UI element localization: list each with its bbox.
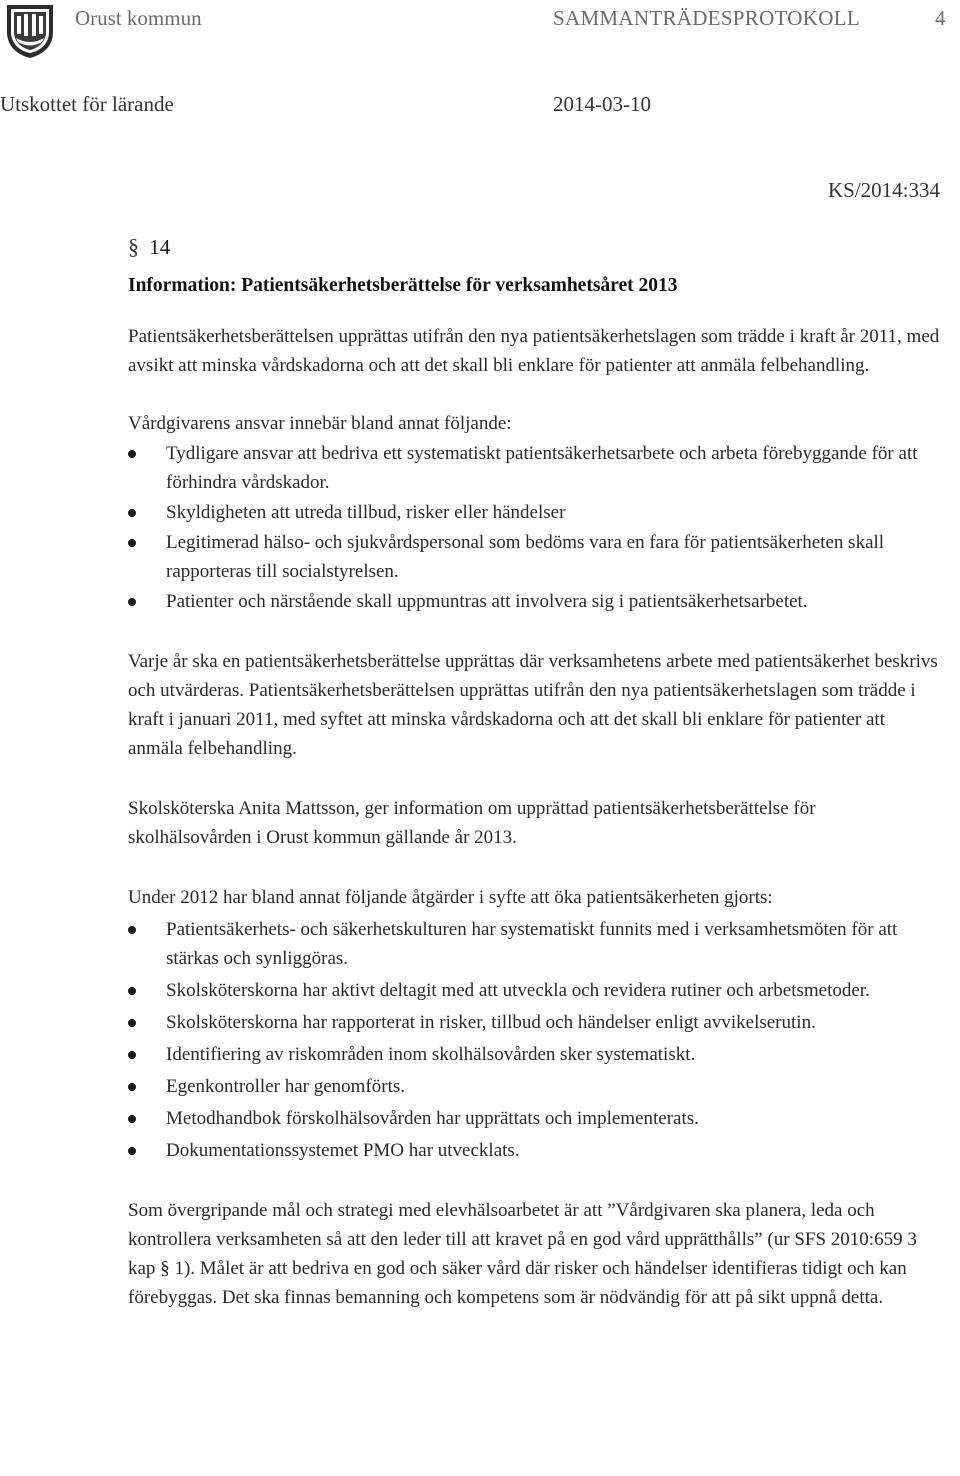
- coat-of-arms-icon: [4, 2, 56, 60]
- list-item-text: Skyldigheten att utreda tillbud, risker eller händelser: [166, 502, 566, 523]
- bullet-icon: [128, 509, 136, 517]
- annual-report-paragraph: Varje år ska en patientsäkerhetsberättelse upprättas där verksamhetens arbete med patientsäkerhet beskrivs och utvärderas. Patientsäkerhetsberättelsen upprättas utifrån den nya patientsäkerhetslagen som trädde i kraft i januari 2011, med syftet att minska vårdskadorna och att det skall bli enklare för patienter att anmäla felbehandling.: [128, 651, 938, 759]
- goal-paragraph: [128, 1196, 940, 1312]
- bullet-icon: [128, 1051, 136, 1059]
- section-mark: §: [128, 234, 139, 259]
- list-item-text: Tydligare ansvar att bedriva ett systematiskt patientsäkerhetsarbete och arbeta förebyggande för att förhindra vårdskador.: [166, 443, 918, 493]
- list-item: [128, 528, 940, 586]
- case-number: KS/2014:334: [827, 178, 940, 202]
- committee-name: Utskottet för lärande: [0, 92, 174, 116]
- list-item-text: Patienter och närstående skall uppmuntras att involvera sig i patientsäkerhetsarbetet.: [166, 591, 808, 612]
- list-item: [128, 498, 940, 527]
- list-item: [128, 1040, 940, 1069]
- intro-paragraph: Patientsäkerhetsberättelsen upprättas utifrån den nya patientsäkerhetslagen som trädde i kraft år 2011, med avsikt att minska vårdskadorna och att det skall bli enklare för patienter att anmäla felbehandling.: [128, 326, 940, 376]
- list-item: [128, 1136, 940, 1165]
- bullet-icon: [128, 598, 136, 606]
- goal-text-part1: Som övergripande mål och strategi med elevhälsoarbetet är att ”Vårdgivaren ska planera, leda och kontrollera verksamheten så att den leder till att kravet på en god vård upprätthålls” (ur SFS 2010:659 3 kap: [128, 1200, 917, 1279]
- list-item: [128, 587, 940, 616]
- list-item-text: Skolsköterskorna har rapporterat in risker, tillbud och händelser enligt avvikelserutin.: [166, 1012, 816, 1033]
- bullet-icon: [128, 987, 136, 995]
- list-item-text: Legitimerad hälso- och sjukvårdspersonal som bedöms vara en fara för patientsäkerheten skall rapporteras till socialstyrelsen.: [166, 532, 885, 582]
- bullet-icon: [128, 539, 136, 547]
- measures-list: [128, 915, 940, 1165]
- section-heading: Information: Patientsäkerhetsberättelse för verksamhetsåret 2013: [128, 275, 678, 296]
- bullet-icon: [128, 450, 136, 458]
- list-item-text: Egenkontroller har genomförts.: [166, 1076, 406, 1097]
- goal-text-part2: 1). Målet är att bedriva en god och säker vård där risker och händelser identifieras tidigt och kan förebyggas. Det ska finnas bemanning och kompetens som är nödvändig för att på sikt uppnå detta.: [128, 1258, 907, 1308]
- bullet-icon: [128, 926, 136, 934]
- section-mark: §: [160, 1258, 170, 1279]
- document-type: SAMMANTRÄDESPROTOKOLL: [553, 6, 860, 30]
- bullet-icon: [128, 1147, 136, 1155]
- protocol-body: [128, 232, 940, 1312]
- responsibility-list: [128, 439, 940, 616]
- bullet-icon: [128, 1083, 136, 1091]
- nurse-info-paragraph: Skolsköterska Anita Mattsson, ger information om upprättad patientsäkerhetsberättelse för skolhälsovården i Orust kommun gällande år 2013.: [128, 798, 816, 848]
- list-item-text: Identifiering av riskområden inom skolhälsovården sker systematiskt.: [166, 1044, 696, 1065]
- list-item: [128, 1072, 940, 1101]
- list-item-text: Patientsäkerhets- och säkerhetskulturen har systematiskt funnits med i verksamhetsmöten för att stärkas och synliggöras.: [166, 919, 898, 969]
- page-number: 4: [935, 6, 946, 30]
- list-item-text: Skolsköterskorna har aktivt deltagit med att utveckla och revidera rutiner och arbetsmetoder.: [166, 980, 870, 1001]
- list-item-text: Metodhandbok förskolhälsovården har upprättats och implementerats.: [166, 1108, 699, 1129]
- responsibility-lead: Vårdgivarens ansvar innebär bland annat följande:: [128, 413, 512, 434]
- section-number-value: 14: [149, 235, 171, 259]
- list-item-text: Dokumentationssystemet PMO har utvecklats.: [166, 1140, 520, 1161]
- list-item: [128, 1104, 940, 1133]
- section-number: [128, 232, 940, 262]
- list-item: [128, 915, 940, 973]
- bullet-icon: [128, 1019, 136, 1027]
- list-item: [128, 976, 940, 1005]
- municipality-name: Orust kommun: [75, 6, 202, 30]
- list-item: [128, 439, 940, 497]
- meeting-date: 2014-03-10: [553, 92, 651, 116]
- list-item: [128, 1008, 940, 1037]
- bullet-icon: [128, 1115, 136, 1123]
- measures-lead: Under 2012 har bland annat följande åtgärder i syfte att öka patientsäkerheten gjorts:: [128, 887, 773, 908]
